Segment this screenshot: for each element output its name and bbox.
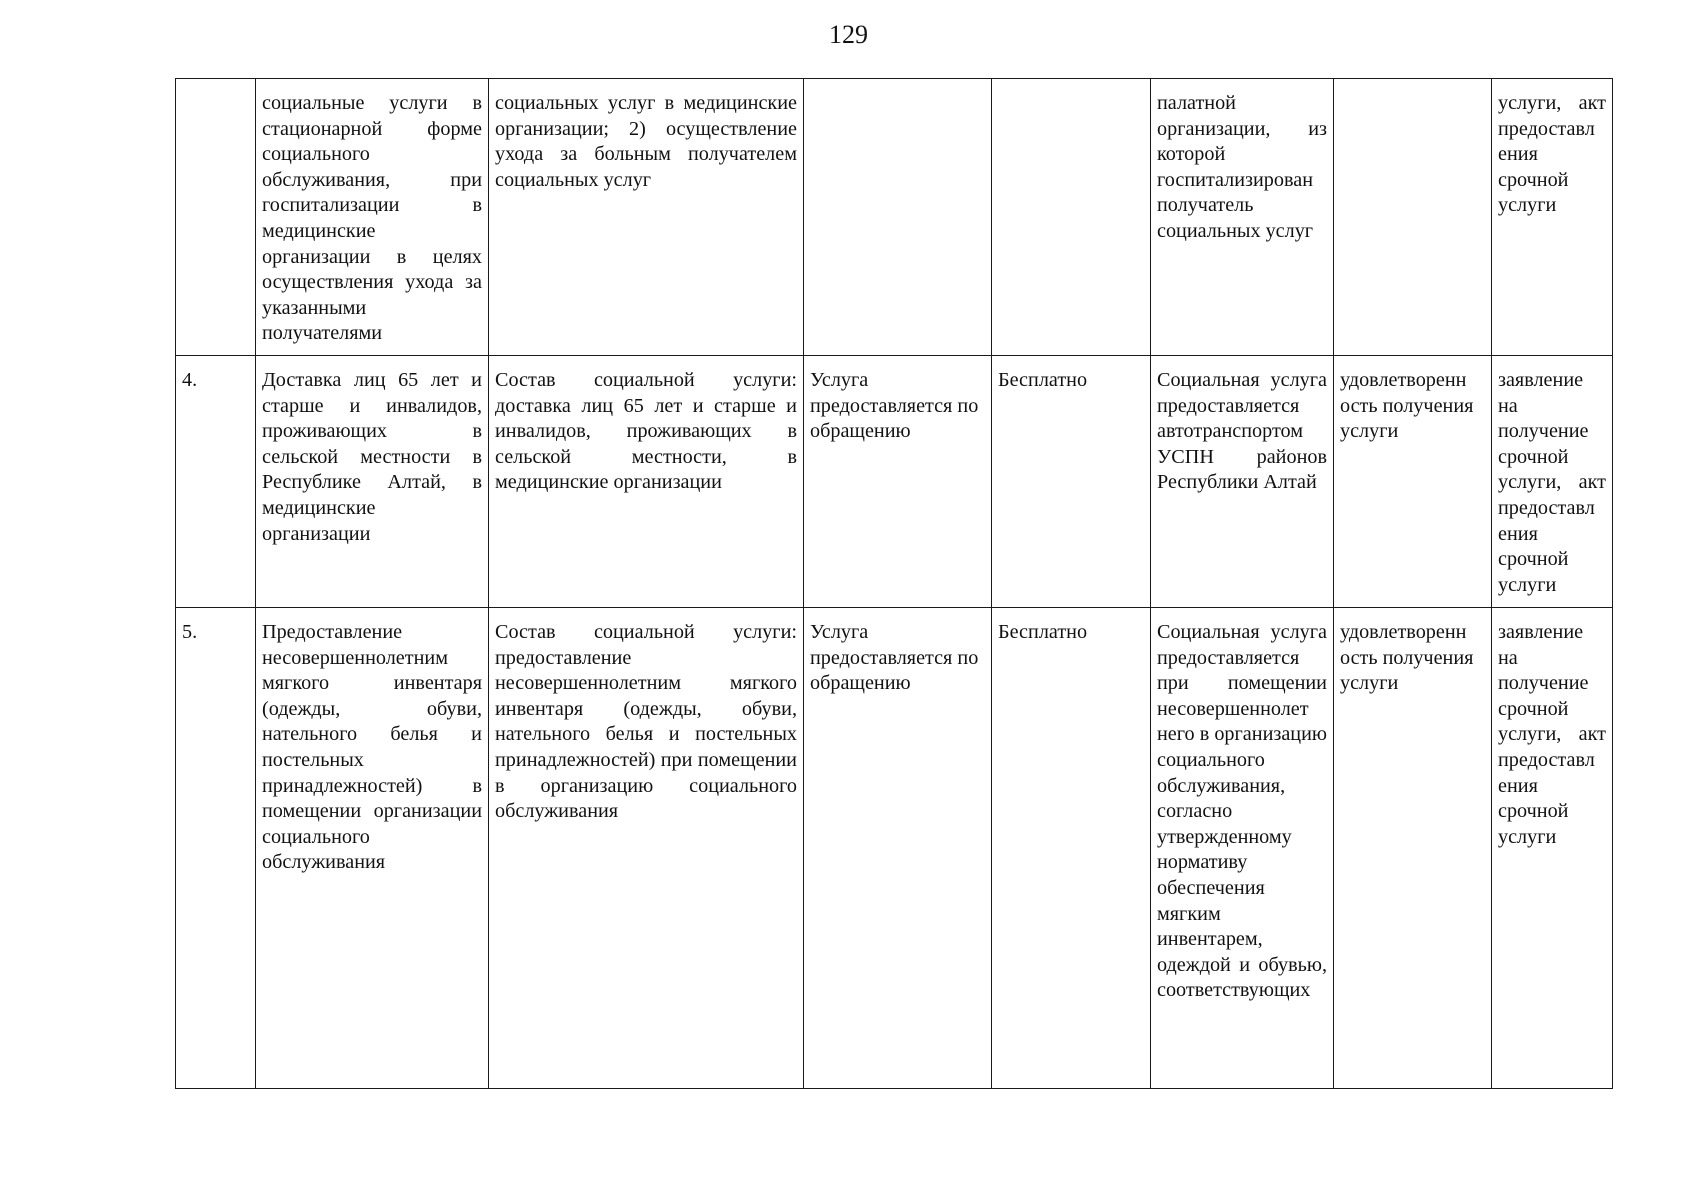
cost-cell: Бесплатно <box>992 356 1151 608</box>
service-name-cell: Предоставление несовершеннолетним мягкого инвентаря (одежды, обуви, нательного белья и постельных принадлежностей) в помещении организации социального обслуживания <box>256 608 489 1089</box>
table-row <box>176 608 1613 1089</box>
row-number-cell: 4. <box>176 356 256 608</box>
provision-terms-cell: Услуга предоставляется по обращению <box>804 608 992 1089</box>
service-name-cell: социальные услуги в стационарной форме социального обслуживания, при госпитализации в медицинские организации в целях осуществления ухода за указанными получателями <box>256 79 489 356</box>
result-evaluation-cell: услуги, акт предоставл ения срочной услуги <box>1492 79 1613 356</box>
page-number: 129 <box>829 20 868 49</box>
volume-cell: палатной организации, из которой госпитализирован получатель социальных услуг <box>1151 79 1334 356</box>
quality-indicator-cell: удовлетворенн ость получения услуги <box>1334 608 1492 1089</box>
quality-indicator-cell <box>1334 79 1492 356</box>
quality-indicator-cell: удовлетворенн ость получения услуги <box>1334 356 1492 608</box>
service-composition-cell: Состав социальной услуги: доставка лиц 65 лет и старше и инвалидов, проживающих в сельской местности, в медицинские организации <box>489 356 804 608</box>
service-composition-cell: Состав социальной услуги: предоставление несовершеннолетним мягкого инвентаря (одежды, обуви, нательного белья и постельных принадлежностей) при помещении в организацию социального обслуживания <box>489 608 804 1089</box>
row-number-cell <box>176 79 256 356</box>
service-composition-cell: социальных услуг в медицинские организации; 2) осуществление ухода за больным получателем социальных услуг <box>489 79 804 356</box>
table-row <box>176 79 1613 356</box>
volume-cell: Социальная услуга предоставляется при помещении несовершеннолет него в организацию социального обслуживания, согласно утвержденному нормативу обеспечения мягким инвентарем, одеждой и обувью, соответствующих <box>1151 608 1334 1089</box>
row-number-cell: 5. <box>176 608 256 1089</box>
result-evaluation-cell: заявление на получение срочной услуги, акт предоставл ения срочной услуги <box>1492 356 1613 608</box>
table-row <box>176 356 1613 608</box>
provision-terms-cell <box>804 79 992 356</box>
cost-cell: Бесплатно <box>992 608 1151 1089</box>
result-evaluation-cell: заявление на получение срочной услуги, акт предоставл ения срочной услуги <box>1492 608 1613 1089</box>
provision-terms-cell: Услуга предоставляется по обращению <box>804 356 992 608</box>
volume-cell: Социальная услуга предоставляется автотранспортом УСПН районов Республики Алтай <box>1151 356 1334 608</box>
services-table <box>175 78 1613 1089</box>
service-name-cell: Доставка лиц 65 лет и старше и инвалидов, проживающих в сельской местности в Республике Алтай, в медицинские организации <box>256 356 489 608</box>
cost-cell <box>992 79 1151 356</box>
